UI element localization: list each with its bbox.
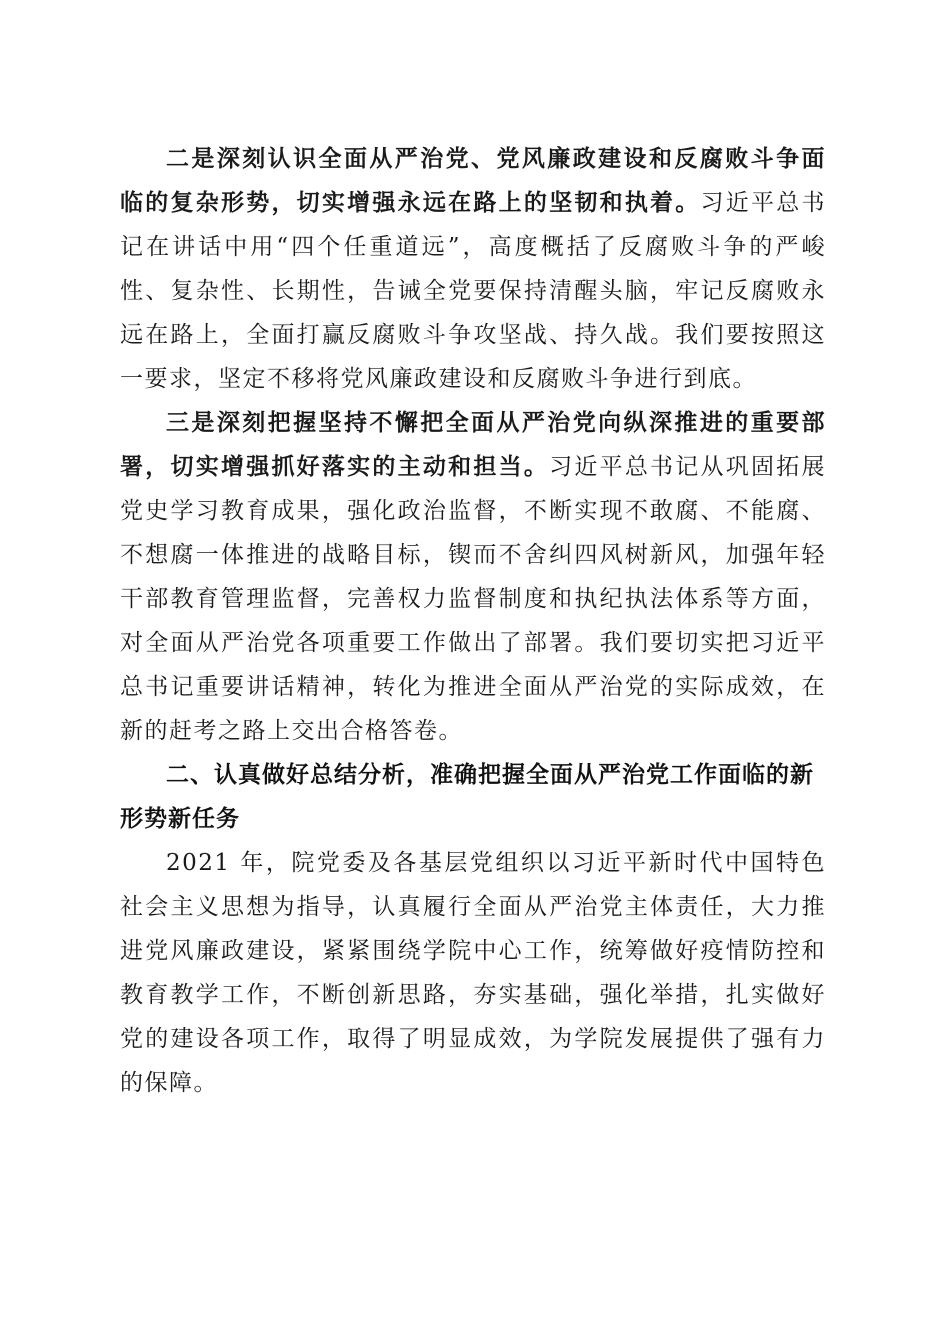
summary-paragraph: 2021 年，院党委及各基层党组织以习近平新时代中国特色社会主义思想为指导，认真履行全面从严治党主体责任，大力推进党风廉政建设，紧紧围绕学院中心工作，统筹做好疫情防控和教育教学工作，不断创新思路，夯实基础，强化举措，扎实做好党的建设各项工作，取得了明显成效，为学院发展提供了强有力的保障。 <box>120 850 826 1096</box>
paragraph-point-three-lead: 三是深刻把握坚持不懈把全面从严治党向纵深推进的重要部署，切实增强抓好落实的主动和担当。 <box>120 410 826 480</box>
paragraph-point-two-lead: 二是深刻认识全面从严治党、党风廉政建设和反腐败斗争面临的复杂形势，切实增强永远在路上的坚韧和执着。 <box>120 146 826 216</box>
paragraph-point-three-body: 习近平总书记从巩固拓展党史学习教育成果，强化政治监督，不断实现不敢腐、不能腐、不想腐一体推进的战略目标，锲而不舍纠四风树新风，加强年轻干部教育管理监督，完善权力监督制度和执纪执法体系等方面，对全面从严治党各项重要工作做出了部署。我们要切实把习近平总书记重要讲话精神，转化为推进全面从严治党的实际成效，在新的赶考之路上交出合格答卷。 <box>120 454 827 744</box>
section-heading-two: 二、认真做好总结分析，准确把握全面从严治党工作面临的新形势新任务 <box>120 762 814 832</box>
paragraph-point-two-body: 习近平总书记在讲话中用“四个任重道远”，高度概括了反腐败斗争的严峻性、复杂性、长期性，告诫全党要保持清醒头脑，牢记反腐败永远在路上，全面打赢反腐败斗争攻坚战、持久战。我们要按照这一要求，坚定不移将党风廉政建设和反腐败斗争进行到底。 <box>120 190 827 392</box>
paragraph-point-three <box>120 401 826 753</box>
paragraph-point-two <box>120 137 826 401</box>
document-body <box>120 137 826 1105</box>
